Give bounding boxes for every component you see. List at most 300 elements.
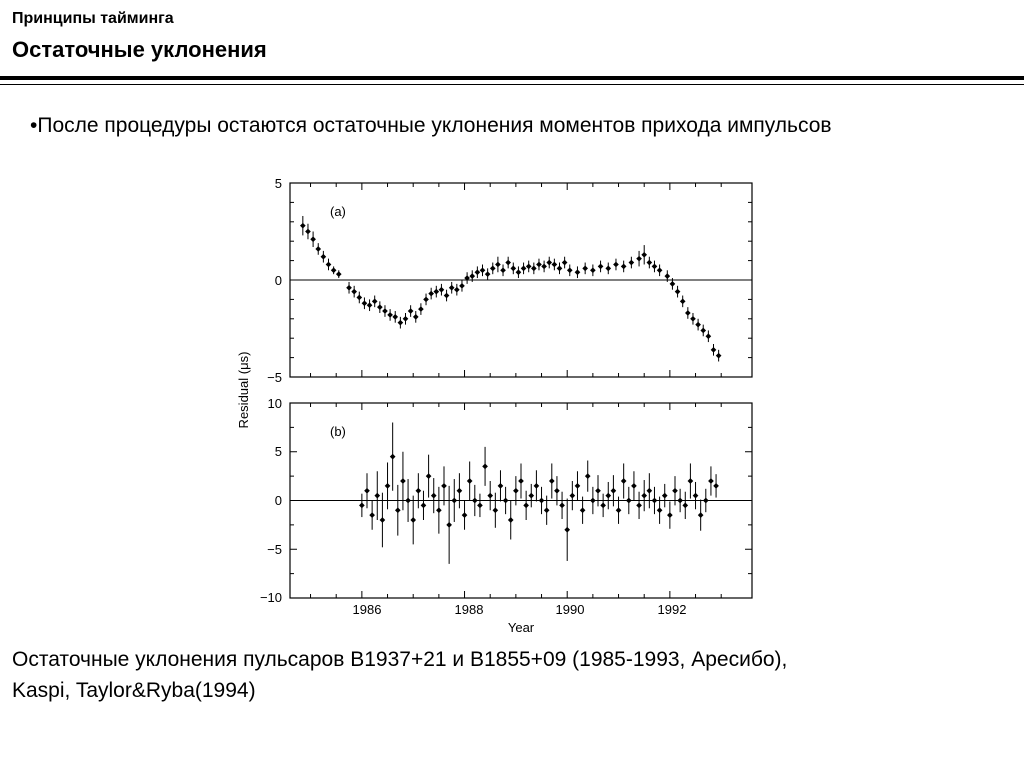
point-marker (356, 295, 362, 301)
point-marker (552, 262, 558, 268)
data-point (364, 473, 370, 508)
data-point (493, 493, 499, 528)
point-marker (462, 512, 468, 518)
data-point (436, 487, 442, 534)
point-marker (487, 493, 493, 499)
data-point (582, 263, 588, 275)
data-points (300, 216, 721, 564)
data-point (713, 474, 719, 497)
data-point (716, 350, 722, 362)
point-marker (482, 464, 488, 470)
point-marker (485, 271, 491, 277)
point-marker (570, 493, 576, 499)
data-point (613, 259, 619, 271)
point-marker (616, 507, 622, 513)
data-point (480, 264, 486, 276)
y-tick-b-neg10: −10 (259, 590, 282, 605)
ticks-layer (290, 183, 752, 598)
point-marker (513, 488, 519, 494)
data-point (698, 500, 704, 531)
data-point (457, 473, 463, 508)
data-point (482, 447, 488, 486)
point-marker (677, 498, 683, 504)
point-marker (490, 266, 496, 272)
point-marker (505, 260, 511, 266)
data-point (403, 313, 409, 325)
data-point (652, 261, 658, 273)
point-marker (408, 308, 414, 314)
data-point (688, 463, 694, 498)
data-point (475, 266, 481, 278)
data-point (405, 479, 411, 522)
point-marker (526, 264, 532, 270)
point-marker (398, 320, 404, 326)
point-marker (310, 236, 316, 242)
point-marker (369, 512, 375, 518)
point-marker (441, 483, 447, 489)
point-marker (451, 498, 457, 504)
data-point (508, 501, 514, 540)
y-tick-b-5: 5 (274, 444, 282, 459)
x-tick-1986: 1986 (352, 602, 382, 617)
data-point (505, 257, 511, 269)
y-tick-b-neg5: −5 (267, 542, 282, 557)
data-point (398, 317, 404, 329)
data-point (685, 307, 691, 319)
data-point (490, 263, 496, 275)
data-point (621, 261, 627, 273)
data-point (631, 471, 637, 500)
data-point (416, 473, 422, 508)
data-point (485, 268, 491, 280)
data-point (647, 473, 653, 508)
y-tick-a-5: 5 (274, 176, 282, 191)
point-marker (698, 512, 704, 518)
point-marker (672, 488, 678, 494)
data-point (567, 264, 573, 276)
point-marker (562, 260, 568, 266)
data-point (377, 301, 383, 313)
panel-b-label: (b) (330, 424, 346, 439)
point-marker (641, 493, 647, 499)
point-marker (367, 302, 373, 308)
point-marker (711, 347, 717, 353)
point-marker (567, 267, 573, 273)
data-point (652, 487, 658, 514)
point-marker (636, 503, 642, 509)
point-marker (500, 267, 506, 273)
data-point (559, 492, 565, 519)
point-marker (706, 333, 712, 339)
point-marker (580, 507, 586, 513)
point-marker (598, 264, 604, 270)
data-point (356, 292, 362, 304)
data-point (662, 484, 668, 507)
data-point (647, 257, 653, 269)
data-point (518, 463, 524, 498)
point-marker (544, 507, 550, 513)
data-point (351, 286, 357, 298)
point-marker (590, 267, 596, 273)
point-marker (585, 473, 591, 479)
data-point (362, 297, 368, 309)
data-point (418, 303, 424, 315)
data-point (539, 487, 545, 514)
point-marker (688, 478, 694, 484)
point-marker (708, 478, 714, 484)
figure-caption (12, 644, 1012, 706)
point-marker (675, 289, 681, 295)
data-point (392, 311, 398, 323)
data-point (462, 501, 468, 530)
data-point (382, 305, 388, 317)
point-marker (664, 273, 670, 279)
data-point (590, 487, 596, 514)
data-point (549, 463, 555, 498)
data-point (408, 305, 414, 317)
point-marker (336, 271, 342, 277)
data-point (385, 462, 391, 509)
data-point (516, 266, 522, 278)
data-point (564, 499, 570, 561)
panel-a-label: (a) (330, 204, 346, 219)
data-point (667, 501, 673, 528)
point-marker (493, 507, 499, 513)
point-marker (534, 483, 540, 489)
data-point (326, 259, 332, 271)
data-point (346, 282, 352, 294)
y-tick-a-0: 0 (274, 273, 282, 288)
data-point (595, 475, 601, 506)
data-point (367, 299, 373, 311)
y-tick-a-neg5: −5 (267, 370, 282, 385)
data-point (711, 344, 717, 356)
data-point (454, 284, 460, 296)
point-marker (380, 517, 386, 523)
data-point (321, 251, 327, 263)
data-point (523, 491, 529, 520)
point-marker (410, 517, 416, 523)
point-marker (315, 246, 321, 252)
y-tick-b-10: 10 (267, 396, 282, 411)
data-point (500, 264, 506, 276)
data-point (600, 494, 606, 517)
data-point (395, 485, 401, 536)
point-marker (475, 269, 481, 275)
data-point (467, 462, 473, 501)
data-point (336, 270, 342, 278)
point-marker (321, 254, 327, 260)
point-marker (374, 493, 380, 499)
data-point (472, 485, 478, 516)
point-marker (662, 493, 668, 499)
data-point (421, 491, 427, 520)
point-marker (444, 293, 450, 299)
data-point (464, 272, 470, 284)
caption-line-2: Kaspi, Taylor&Ryba(1994) (12, 679, 256, 702)
point-marker (400, 478, 406, 484)
slide-title: Остаточные уклонения (12, 37, 267, 62)
point-marker (554, 488, 560, 494)
data-point (575, 471, 581, 500)
x-axis-label: Year (507, 620, 535, 635)
point-marker (459, 283, 465, 289)
point-marker (372, 299, 378, 305)
point-marker (613, 262, 619, 268)
point-marker (652, 498, 658, 504)
point-marker (536, 262, 542, 268)
point-marker (418, 306, 424, 312)
point-marker (670, 281, 676, 287)
slide-subtitle: Принципы тайминга (12, 10, 174, 27)
data-point (677, 489, 683, 512)
data-point (526, 261, 532, 273)
data-point (315, 243, 321, 255)
point-marker (423, 297, 429, 303)
point-marker (595, 488, 601, 494)
data-point (390, 423, 396, 491)
x-tick-1990: 1990 (555, 602, 585, 617)
data-point (498, 470, 504, 501)
point-marker (600, 503, 606, 509)
point-marker (439, 287, 445, 293)
point-marker (416, 488, 422, 494)
data-point (552, 259, 558, 271)
data-point (611, 475, 617, 506)
data-point (590, 264, 596, 276)
point-marker (385, 483, 391, 489)
point-marker (428, 291, 434, 297)
point-marker (605, 493, 611, 499)
data-point (495, 257, 501, 273)
point-marker (469, 273, 475, 279)
point-marker (305, 229, 311, 235)
data-point (641, 245, 647, 264)
y-axis-label: Residual (μs) (236, 351, 251, 429)
data-point (372, 296, 378, 308)
data-point (477, 494, 483, 517)
point-marker (690, 316, 696, 322)
point-marker (693, 493, 699, 499)
data-point (680, 296, 686, 308)
point-marker (667, 512, 673, 518)
data-point (536, 259, 542, 271)
data-point (510, 263, 516, 275)
data-point (387, 309, 393, 321)
point-marker (575, 483, 581, 489)
point-marker (549, 478, 555, 484)
point-marker (477, 503, 483, 509)
data-point (621, 463, 627, 498)
data-point (557, 263, 563, 275)
point-marker (559, 503, 565, 509)
point-marker (498, 483, 504, 489)
point-marker (395, 507, 401, 513)
point-marker (557, 266, 563, 272)
point-marker (387, 312, 393, 318)
data-point (636, 492, 642, 519)
point-marker (611, 488, 617, 494)
point-marker (300, 223, 306, 229)
data-point (708, 466, 714, 495)
point-marker (629, 260, 635, 266)
data-point (487, 481, 493, 510)
data-point (528, 484, 534, 507)
data-point (575, 266, 581, 278)
data-point (636, 251, 642, 267)
point-marker (454, 287, 460, 293)
point-marker (700, 328, 706, 334)
point-marker (647, 488, 653, 494)
data-point (410, 496, 416, 545)
data-point (695, 319, 701, 331)
data-point (641, 480, 647, 511)
point-marker (351, 289, 357, 295)
point-marker (647, 260, 653, 266)
data-point (444, 290, 450, 302)
point-marker (433, 289, 439, 295)
point-marker (377, 304, 383, 310)
data-point (562, 257, 568, 269)
point-marker (582, 266, 588, 272)
x-tick-1992: 1992 (657, 602, 687, 617)
point-marker (331, 267, 337, 273)
data-point (706, 330, 712, 342)
point-marker (449, 285, 455, 291)
point-marker (508, 517, 514, 523)
data-point (682, 492, 688, 519)
data-point (626, 487, 632, 514)
data-point (657, 264, 663, 276)
point-marker (716, 353, 722, 359)
point-marker (641, 252, 647, 258)
point-marker (405, 498, 411, 504)
point-marker (652, 264, 658, 270)
point-marker (657, 267, 663, 273)
data-point (534, 470, 540, 501)
point-marker (564, 527, 570, 533)
point-marker (472, 498, 478, 504)
data-point (359, 494, 365, 517)
data-point (331, 266, 337, 274)
bullet-point: •После процедуры остаются остаточные уклонения моментов прихода импульсов (30, 114, 832, 137)
point-marker (531, 266, 537, 272)
point-marker (621, 478, 627, 484)
point-marker (359, 503, 365, 509)
point-marker (390, 454, 396, 460)
data-point (449, 282, 455, 294)
data-point (305, 224, 311, 240)
point-marker (636, 256, 642, 262)
data-point (541, 261, 547, 273)
point-marker (657, 507, 663, 513)
point-marker (546, 260, 552, 266)
data-point (703, 489, 709, 512)
data-point (700, 325, 706, 337)
point-marker (685, 310, 691, 316)
point-marker (446, 522, 452, 528)
data-point (605, 263, 611, 275)
point-marker (426, 473, 432, 479)
data-point (546, 257, 552, 269)
point-marker (413, 314, 419, 320)
data-point (369, 501, 375, 530)
point-marker (495, 262, 501, 268)
x-tick-1988: 1988 (454, 602, 484, 617)
data-point (675, 286, 681, 298)
point-marker (436, 507, 442, 513)
point-marker (680, 299, 686, 305)
data-point (521, 263, 527, 275)
data-point (400, 452, 406, 511)
point-marker (518, 478, 524, 484)
data-point (433, 286, 439, 298)
point-marker (682, 503, 688, 509)
data-point (426, 455, 432, 498)
data-point (451, 479, 457, 522)
data-point (431, 478, 437, 513)
point-marker (364, 488, 370, 494)
point-marker (467, 478, 473, 484)
data-point (310, 232, 316, 248)
point-marker (575, 269, 581, 275)
data-point (605, 482, 611, 509)
point-marker (431, 493, 437, 499)
data-point (531, 263, 537, 275)
data-point (374, 471, 380, 520)
data-point (570, 481, 576, 510)
point-marker (626, 498, 632, 504)
data-point (690, 313, 696, 325)
point-marker (703, 498, 709, 504)
point-marker (382, 308, 388, 314)
data-point (446, 486, 452, 564)
point-marker (362, 300, 368, 306)
data-point (459, 280, 465, 292)
point-marker (605, 266, 611, 272)
point-marker (713, 483, 719, 489)
point-marker (528, 493, 534, 499)
point-marker (503, 498, 509, 504)
point-marker (631, 483, 637, 489)
data-point (598, 261, 604, 273)
point-marker (590, 498, 596, 504)
point-marker (621, 264, 627, 270)
point-marker (521, 266, 527, 272)
point-marker (403, 316, 409, 322)
data-point (300, 216, 306, 235)
point-marker (695, 322, 701, 328)
point-marker (421, 503, 427, 509)
point-marker (346, 285, 352, 291)
data-point (413, 311, 419, 323)
point-marker (541, 264, 547, 270)
data-point (503, 487, 509, 514)
point-marker (523, 503, 529, 509)
caption-line-1: Остаточные уклонения пульсаров B1937+21 и B1855+09 (1985-1993, Аресибо), (12, 648, 788, 671)
point-marker (392, 314, 398, 320)
point-marker (510, 266, 516, 272)
point-marker (480, 267, 486, 273)
point-marker (516, 269, 522, 275)
data-point (693, 482, 699, 509)
point-marker (326, 262, 332, 268)
data-point (441, 466, 447, 505)
point-marker (539, 498, 545, 504)
y-tick-b-0: 0 (274, 493, 282, 508)
data-point (629, 257, 635, 269)
data-point (423, 294, 429, 306)
